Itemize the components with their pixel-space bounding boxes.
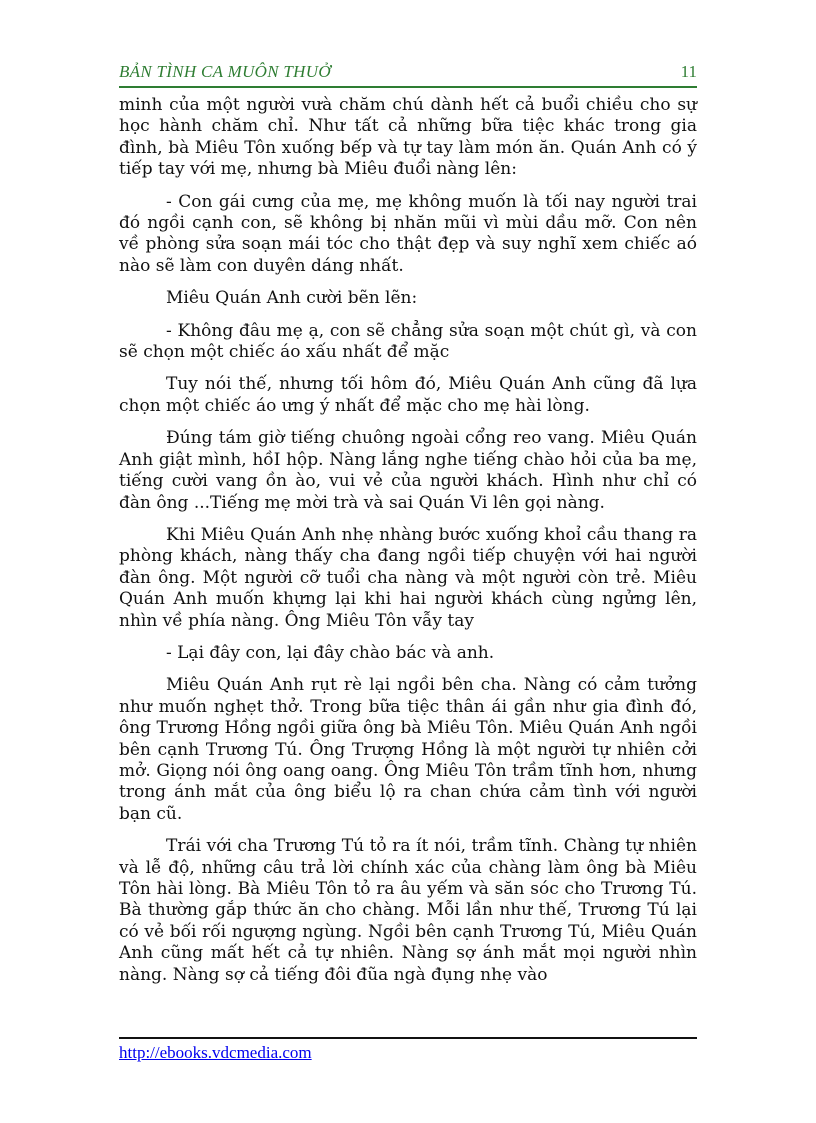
- paragraph-5: Tuy nói thế, nhưng tối hôm đó, Miêu Quán Anh cũng đã lựa chọn một chiếc áo ưng ý nhất để mặc cho mẹ hài lòng.: [119, 374, 697, 416]
- paragraph-7: Khi Miêu Quán Anh nhẹ nhàng bước xuống khoỉ cầu thang ra phòng khách, nàng thấy cha đang ngồi tiếp chuyện với hai người đàn ông. Một người cỡ tuổi cha nàng và một người còn trẻ. Miêu Quán Anh muốn khựng lại khi hai người khách cùng ngửng lên, nhìn về phía nàng. Ông Miêu Tôn vẫy tay: [119, 524, 697, 631]
- page-number: 11: [680, 62, 697, 81]
- footer-divider: [119, 1037, 697, 1039]
- page-body: [119, 95, 697, 997]
- book-title: BẢN TÌNH CA MUÔN THUỞ: [119, 62, 331, 81]
- footer-url-link[interactable]: http://ebooks.vdcmedia.com: [119, 1043, 312, 1062]
- paragraph-8: - Lại đây con, lại đây chào bác và anh.: [166, 642, 495, 663]
- paragraph-3: Miêu Quán Anh cười bẽn lẽn:: [166, 288, 418, 309]
- paragraph-10: Trái với cha Trương Tú tỏ ra ít nói, trầm tĩnh. Chàng tự nhiên và lễ độ, những câu trả lời chính xác của chàng làm ông bà Miêu Tôn hài lòng. Bà Miêu Tôn tỏ ra âu yếm và săn sóc cho Trương Tú. Bà thường gắp thức ăn cho chàng. Mỗi lần như thế, Trương Tú lại có vẻ bối rối ngượng ngùng. Ngồi bên cạnh Trương Tú, Miêu Quán Anh cũng mất hết cả tự nhiên. Nàng sợ ánh mắt mọi người nhìn nàng. Nàng sợ cả tiếng đôi đũa ngà đụng nhẹ vào: [119, 836, 697, 985]
- paragraph-1: minh của một người vưà chăm chú dành hết cả buổi chiều cho sự học hành chăm chỉ. Như tất cả những bữa tiệc khác trong gia đình, bà Miêu Tôn xuống bếp và tự tay làm món ăn. Quán Anh có ý tiếp tay với mẹ, nhưng bà Miêu đuổi nàng lên:: [119, 95, 697, 180]
- page-header: [119, 62, 697, 84]
- paragraph-6: Đúng tám giờ tiếng chuông ngoài cổng reo vang. Miêu Quán Anh giật mình, hồI hộp. Nàng lắng nghe tiếng chào hỏi của ba mẹ, tiếng cười vang ồn ào, vui vẻ của người khách. Hình như chỉ có đàn ông ...Tiếng mẹ mời trà và sai Quán Vi lên gọi nàng.: [119, 428, 697, 513]
- paragraph-4: - Không đâu mẹ ạ, con sẽ chẳng sửa soạn một chút gì, và con sẽ chọn một chiếc áo xấu nhất để mặc: [119, 320, 697, 363]
- paragraph-9: Miêu Quán Anh rụt rè lại ngồi bên cha. Nàng có cảm tưởng như muốn nghẹt thở. Trong bữa tiệc thân ái gần như gia đình đó, ông Trương Hồng ngồi giữa ông bà Miêu Tôn. Miêu Quán Anh ngồi bên cạnh Trương Tú. Ông Trượng Hồng là một người tự nhiên cởi mở. Giọng nói ông oang oang. Ông Miêu Tôn trầm tĩnh hơn, nhưng trong ánh mắt của ông biểu lộ ra chan chứa cảm tình với người bạn cũ.: [119, 675, 697, 824]
- paragraph-2: - Con gái cưng của mẹ, mẹ không muốn là tối nay người trai đó ngồi cạnh con, sẽ không bị nhăn mũi vì mùi dầu mỡ. Con nên về phòng sửa soạn mái tóc cho thật đẹp và suy nghĩ xem chiếc aó nào sẽ làm con duyên dáng nhất.: [119, 191, 697, 276]
- header-divider: [119, 86, 697, 88]
